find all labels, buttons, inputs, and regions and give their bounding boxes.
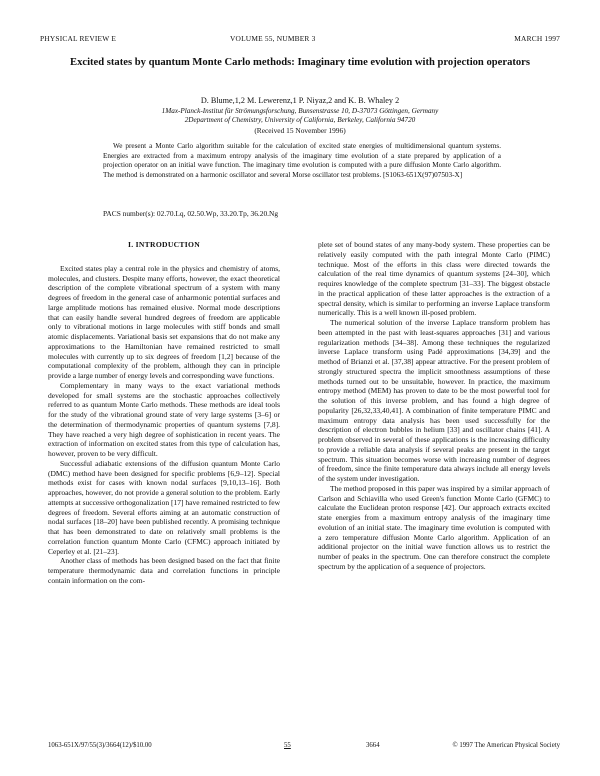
body-paragraph: plete set of bound states of any many-body system. These properties can be relatively easily computed with the path integral Monte Carlo (PIMC) technique. Most of the efforts in this class were directed towards the calculation of the real time dynamics of quantum systems [24–30], which requires knowledge of the complete spectrum [31–33]. The biggest obstacle in the practical application of these latter approaches is the extraction of a spectral density, which is similar to performing an inverse Laplace transform numerically. This is a well known ill-posed problem. — [318, 240, 550, 318]
issue-date: MARCH 1997 — [514, 34, 560, 43]
body-paragraph: The numerical solution of the inverse Laplace transform problem has been attempted in the past with least-squares approaches [31] and various regularization methods [34–38]. Among these techniques the regularized inverse Laplace transform using Padé approximations [34,39] and the method of Brianzi et al. [37,38] appear attractive. For the present problem of strongly structured spectra the implicit smoothness assumptions of these methods turned out to be unsuitable, however. In practice, the maximum entropy method (MEM) has proven to date to be the most powerful tool for the solution of this inverse problem, and has found a high degree of popularity [26,32,33,40,41]. A combination of finite temperature PIMC and maximum entropy data analysis has been used successfully for the description of electron bubbles in helium [33] and oscillator chains [41]. A problem observed in several of these applications is the increasing difficulty to provide a reliable data analysis if several peaks are present in the target spectrum. This situation becomes worse with increasing number of degrees of freedom, since the finite temperature data always include all energy levels of the system under investigation. — [318, 318, 550, 483]
article-code: 1063-651X/97/55(3)/3664(12)/$10.00 — [48, 742, 152, 749]
section-heading: I. INTRODUCTION — [127, 240, 200, 249]
abstract: We present a Monte Carlo algorithm suitable for the calculation of excited state energies of multidimensional quantum systems. Energies are extracted from a maximum entropy analysis of the imaginary time evolution of a state prepared by application of a projection operator on an initial wave function. The imaginary time evolution is computed with a pure diffusion Monte Carlo algorithm. The method is demonstrated on a harmonic oscillator and several Morse oscillator test problems. [S1063-651X(97)07503-X] — [103, 142, 501, 180]
page-footer — [48, 742, 560, 752]
received-date: (Received 15 November 1996) — [254, 126, 346, 135]
pacs-numbers: PACS number(s): 02.70.Lq, 02.50.Wp, 33.20.Tp, 36.20.Ng — [103, 209, 279, 218]
author-list: D. Blume,1,2 M. Lewerenz,1 P. Niyaz,2 and K. B. Whaley 2 — [200, 96, 400, 105]
body-paragraph: The method proposed in this paper was inspired by a similar approach of Carlson and Schiavilla who used Green's function Monte Carlo (GFMC) to calculate the Euclidean proton response [42]. Our approach extracts excited state energies from a maximum entropy analysis of the imaginary time evolution of an initial state. The imaginary time evolution is computed with a zero temperature diffusion Monte Carlo algorithm. Application of an additional projector on the initial wave function allows us to restrict the number of peaks in the spectrum. One can therefore construct the complete spectrum by the application of a sequence of projectors. — [318, 483, 550, 571]
body-paragraph: Excited states play a central role in the physics and chemistry of atoms, molecules, and clusters. Despite many efforts, however, the exact theoretical description of the complete vibrational spectrum of a system with many degrees of freedom in the general case of anharmonic potential surfaces and large amplitude motions has remained elusive. Normal mode descriptions that can easily handle several hundred degrees of freedom are applicable only to vibrational motions in large molecules with stiff bonds and small atomic displacements. Variational basis set expansions that do not make any approximations to the Hamiltonian have remained restricted to small molecules with currently up to six degrees of freedom [1,2] because of the computational complexity of the problem, although they can in principle provide a large number of energy levels and corresponding wave functions. — [48, 263, 280, 380]
body-paragraph: Complementary in many ways to the exact variational methods developed for small systems are the stochastic approaches collectively referred to as quantum Monte Carlo methods. These methods are ideal tools for the study of the vibrational ground state of very large systems [3–6] or the determination of thermodynamic properties of quantum systems [7,8]. They have reached a very high degree of sophistication in recent years. The extraction of information on excited states from this type of calculation has, however, proven to be very difficult. — [48, 380, 280, 458]
right-column — [318, 240, 550, 572]
running-head — [40, 34, 560, 46]
affiliation-2: 2Department of Chemistry, University of California, Berkeley, California 94720 — [184, 116, 416, 124]
page-number: 3664 — [366, 742, 380, 749]
affiliation-1: 1Max-Planck-Institut für Strömungsforschung, Bunsenstrasse 10, D-37073 Göttingen, Germany — [161, 107, 439, 115]
footer-volume: 55 — [284, 742, 291, 749]
paper-title: Excited states by quantum Monte Carlo methods: Imaginary time evolution with projection operators — [70, 57, 531, 68]
journal-name: PHYSICAL REVIEW E — [40, 34, 117, 43]
body-paragraph: Successful adiabatic extensions of the diffusion quantum Monte Carlo (DMC) method have been designed for specific problems [6,9–12]. Special methods exist for cases with known nodal surfaces [9,10,13–16]. Both approaches, however, do not provide a general solution to the problem. Early attempts at successive orthogonalization [17] have remained restricted to few degrees of freedom. Several efforts aiming at an automatic construction of nodal surfaces [18–20] have been published recently. A promising technique that has been demonstrated to date on relatively small problems is the correlation function quantum Monte Carlo (CFMC) approach initiated by Ceperley et al. [21–23]. — [48, 458, 280, 556]
copyright: © 1997 The American Physical Society — [452, 742, 560, 749]
volume-number: VOLUME 55, NUMBER 3 — [230, 34, 316, 43]
left-column — [48, 240, 280, 586]
body-paragraph: Another class of methods has been designed based on the fact that finite temperature thermodynamic data and correlation functions in principle contain information on the com- — [48, 556, 280, 585]
